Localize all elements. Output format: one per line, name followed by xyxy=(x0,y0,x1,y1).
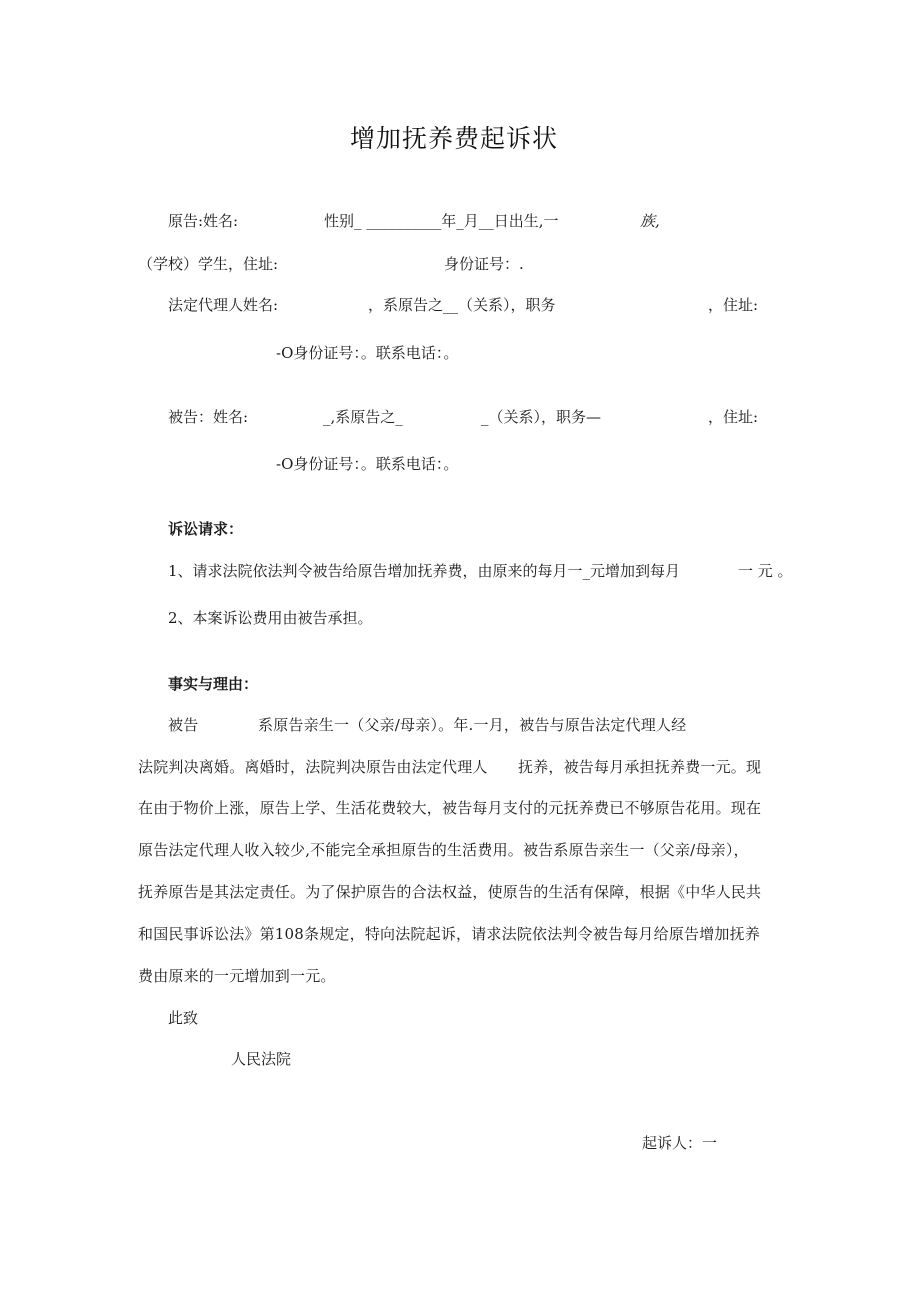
facts-line-2a: 法院判决离婚。离婚时，法院判决原告由法定代理人 xyxy=(138,758,488,776)
plaintiff-gender-birth: 性别_ __________年_月__日出生,一 xyxy=(324,212,559,230)
plaintiff-id-card: 身份证号：. xyxy=(444,255,524,273)
facts-line-5: 抚养原告是其法定责任。为了保护原告的合法权益，使原告的生活有保障，根据《中华人民共 xyxy=(138,883,762,901)
facts-heading: 事实与理由： xyxy=(168,675,259,693)
claim-item-1: 1、请求法院依法判令被告给原告增加抚养费，由原来的每月一_元增加到每月 xyxy=(168,562,681,580)
defendant-name-label: 被告：姓名: xyxy=(168,408,249,426)
signer-line: 起诉人：一 xyxy=(642,1134,718,1152)
facts-line-7: 费由原来的一元增加到一元。 xyxy=(138,967,336,985)
facts-line-4: 原告法定代理人收入较少,不能完全承担原告的生活费用。被告系原告亲生一（父亲/母亲）， xyxy=(138,841,749,859)
plaintiff-ethnicity: 族, xyxy=(640,212,660,230)
defendant-address: ，住址: xyxy=(708,408,759,426)
facts-line-6: 和国民事诉讼法》第108条规定，特向法院起诉，请求法院依法判令被告每月给原告增加抚养 xyxy=(138,925,761,943)
defendant-relation-a: _,系原告之_ xyxy=(323,408,403,426)
legal-rep-relation: ，系原告之__（关系），职务 xyxy=(368,296,556,314)
document-title: 增加抚养费起诉状 xyxy=(350,124,559,153)
court-name: 人民法院 xyxy=(231,1050,292,1068)
salutation: 此致 xyxy=(168,1009,199,1027)
defendant-relation-b: _（关系），职务— xyxy=(481,408,602,426)
legal-rep-id-contact: -O身份证号：。联系电话：。 xyxy=(276,344,459,362)
plaintiff-name-label: 原告:姓名: xyxy=(168,212,239,230)
legal-rep-name-label: 法定代理人姓名: xyxy=(168,296,279,314)
facts-line-2b: 抚养，被告每月承担抚养费一元。现 xyxy=(518,758,762,776)
facts-line-1b: 系原告亲生一（父亲/母亲）。年.一月，被告与原告法定代理人经 xyxy=(258,716,687,734)
claims-heading: 诉讼请求： xyxy=(168,520,244,538)
facts-line-3: 在由于物价上涨，原告上学、生活花费较大，被告每月支付的元抚养费已不够原告花用。现在 xyxy=(138,799,762,817)
plaintiff-school-address: （学校）学生，住址: xyxy=(138,255,279,273)
claim-item-2: 2、本案诉讼费用由被告承担。 xyxy=(168,609,373,627)
defendant-id-contact: -O身份证号：。联系电话：。 xyxy=(276,455,459,473)
facts-line-1a: 被告 xyxy=(168,716,199,734)
claim-item-1-amount: 一 元 。 xyxy=(738,562,793,580)
legal-rep-address: ，住址: xyxy=(708,296,759,314)
